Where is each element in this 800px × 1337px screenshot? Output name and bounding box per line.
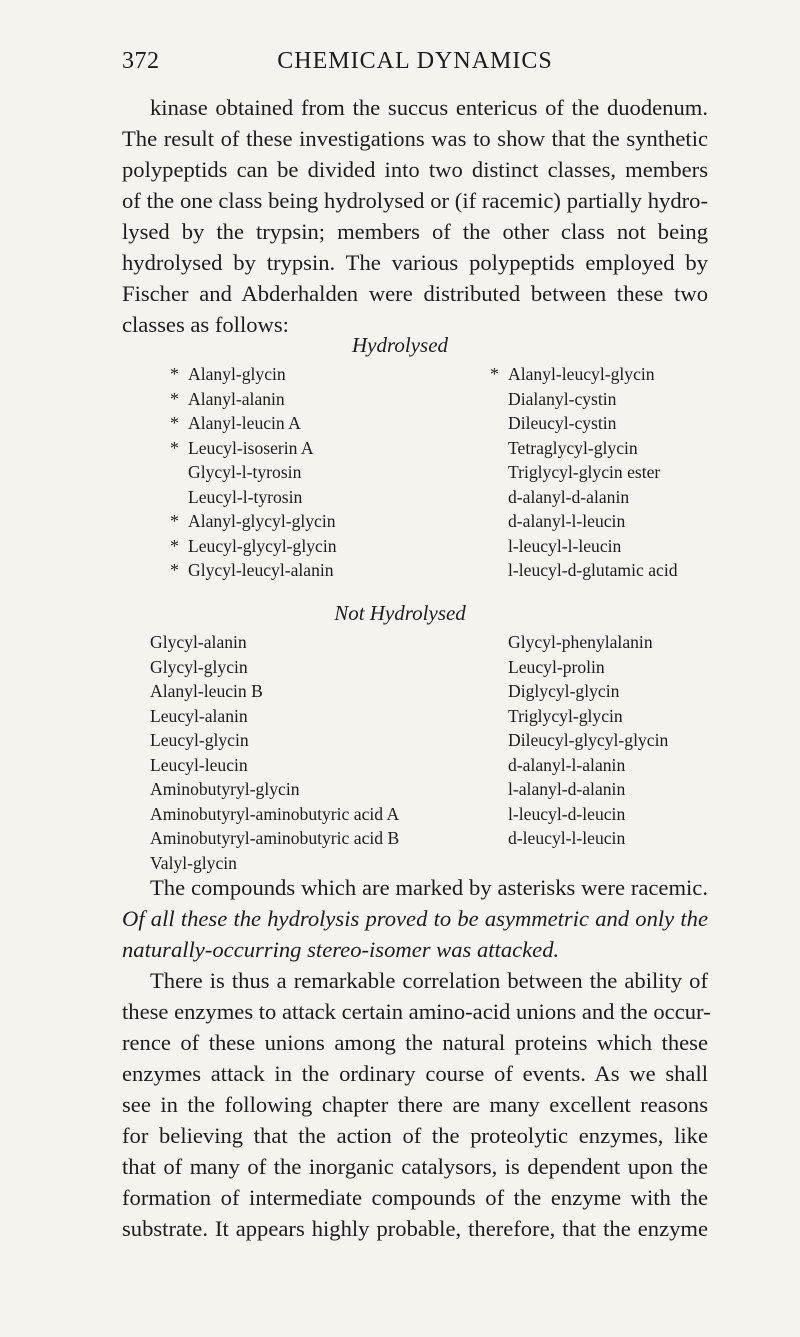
asterisk-mark: * <box>170 560 179 580</box>
text-line: substrate. It appears highly probable, therefore, that the enzyme <box>122 1216 708 1241</box>
intro-paragraph <box>122 92 708 340</box>
text-line: There is thus a remarkable correlation between the ability of <box>150 968 708 993</box>
list-item: Leucyl-alanin <box>150 705 248 726</box>
conclusion-paragraph <box>122 872 711 1244</box>
text-line: The result of these investigations was to show that the synthetic <box>122 126 708 151</box>
list-item <box>168 485 337 510</box>
text-line: kinase obtained from the succus entericus of the duodenum. <box>150 95 708 120</box>
text-line: of the one class being hydrolysed or (if racemic) partially hydro- <box>122 188 708 213</box>
text-line: naturally-occurring stereo-isomer was attacked. <box>122 937 560 962</box>
list-item <box>168 362 337 387</box>
list-item <box>488 558 678 583</box>
page-number: 372 <box>122 48 160 74</box>
asterisk-mark: * <box>170 535 179 556</box>
asterisk-mark: * <box>170 364 179 384</box>
text-line: hydrolysed by trypsin. The various polypeptids employed by <box>122 250 708 275</box>
compound-name: Alanyl-alanin <box>188 388 285 409</box>
compound-name: Alanyl-leucyl-glycin <box>508 364 655 384</box>
compound-name: Glycyl-leucyl-alanin <box>188 560 334 580</box>
list-item: Dileucyl-glycyl-glycin <box>508 730 669 750</box>
list-item: Leucyl-prolin <box>508 656 605 677</box>
compound-name: Alanyl-leucin A <box>188 413 301 433</box>
list-item: Triglycyl-glycin <box>508 705 623 726</box>
compound-name: Leucyl-glycyl-glycin <box>188 535 337 556</box>
text-line: see in the following chapter there are many excellent reasons <box>122 1092 708 1117</box>
list-item <box>168 534 337 559</box>
list-item <box>168 509 337 534</box>
list-item <box>168 558 337 583</box>
text-line: enzymes attack in the ordinary course of events. As we shall <box>122 1061 708 1086</box>
list-item <box>488 509 678 534</box>
text-line: lysed by the trypsin; members of the other class not being <box>122 219 708 244</box>
text-line: Fischer and Abderhalden were distributed between these two <box>122 281 708 306</box>
list-item <box>488 534 678 559</box>
list-item <box>488 387 678 412</box>
list-item: Leucyl-leucin <box>150 754 248 775</box>
compound-name: Alanyl-glycyl-glycin <box>188 511 336 531</box>
running-title: CHEMICAL DYNAMICS <box>277 48 553 74</box>
list-item <box>488 485 678 510</box>
list-item: Aminobutyryl-aminobutyric acid A <box>150 803 400 824</box>
hydrolysed-right-list <box>488 362 678 583</box>
text-line: The compounds which are marked by asterisks were racemic. <box>150 875 708 900</box>
list-item: Leucyl-glycin <box>150 730 249 750</box>
text-line: Of all these the hydrolysis proved to be asymmetric and only the <box>122 906 708 931</box>
not-hydrolysed-right-list <box>488 630 668 851</box>
list-item <box>168 411 337 436</box>
list-item: l-leucyl-d-leucin <box>508 803 626 824</box>
list-item: Glycyl-alanin <box>150 632 247 652</box>
asterisk-mark: * <box>170 511 179 531</box>
list-item: Aminobutyryl-glycin <box>150 779 300 799</box>
text-line: that of many of the inorganic catalysors, is dependent upon the <box>122 1154 708 1179</box>
hydrolysed-heading: Hydrolysed <box>351 333 449 357</box>
list-item <box>488 411 678 436</box>
list-item: d-leucyl-l-leucin <box>508 828 626 848</box>
list-item: Diglycyl-glycin <box>508 681 620 701</box>
compound-name: l-leucyl-l-leucin <box>508 535 622 556</box>
text-line: for believing that the action of the proteolytic enzymes, like <box>122 1123 708 1148</box>
compound-name: d-alanyl-d-alanin <box>508 486 630 507</box>
text-line: formation of intermediate compounds of the enzyme with the <box>122 1185 708 1210</box>
compound-name: Dileucyl-cystin <box>508 413 617 433</box>
list-item: Glycyl-phenylalanin <box>508 632 653 652</box>
list-item: d-alanyl-l-alanin <box>508 754 626 775</box>
text-line: polypeptids can be divided into two distinct classes, members <box>122 157 708 182</box>
compound-name: Leucyl-l-tyrosin <box>188 486 303 507</box>
compound-name: Dialanyl-cystin <box>508 388 617 409</box>
list-item: l-alanyl-d-alanin <box>508 779 626 799</box>
hydrolysed-left-list <box>168 362 337 583</box>
list-item <box>168 436 337 461</box>
list-item: Glycyl-glycin <box>150 656 248 677</box>
compound-name: l-leucyl-d-glutamic acid <box>508 560 678 580</box>
list-item: Aminobutyryl-aminobutyric acid B <box>150 828 400 848</box>
asterisk-mark: * <box>170 437 179 458</box>
not-hydrolysed-left-list <box>150 630 399 875</box>
text-line: classes as follows: <box>122 312 289 337</box>
compound-name: Alanyl-glycin <box>188 364 286 384</box>
asterisk-mark: * <box>170 413 179 433</box>
asterisk-mark: * <box>490 364 499 384</box>
list-item <box>488 362 678 387</box>
list-item <box>168 387 337 412</box>
text-line: rence of these unions among the natural proteins which these <box>122 1030 708 1055</box>
not-hydrolysed-heading: Not Hydrolysed <box>334 601 466 625</box>
list-item <box>488 460 678 485</box>
compound-name: Leucyl-isoserin A <box>188 437 314 458</box>
text-line: these enzymes to attack certain amino-acid unions and the occur- <box>122 999 711 1024</box>
compound-name: Triglycyl-glycin ester <box>508 462 661 482</box>
asterisk-mark: * <box>170 388 179 409</box>
compound-name: Tetraglycyl-glycin <box>508 437 638 458</box>
list-item: Alanyl-leucin B <box>150 681 263 701</box>
compound-name: Glycyl-l-tyrosin <box>188 462 302 482</box>
list-item <box>488 436 678 461</box>
list-item <box>168 460 337 485</box>
page-header <box>122 48 708 78</box>
compound-name: d-alanyl-l-leucin <box>508 511 626 531</box>
list-item: Valyl-glycin <box>150 852 237 873</box>
